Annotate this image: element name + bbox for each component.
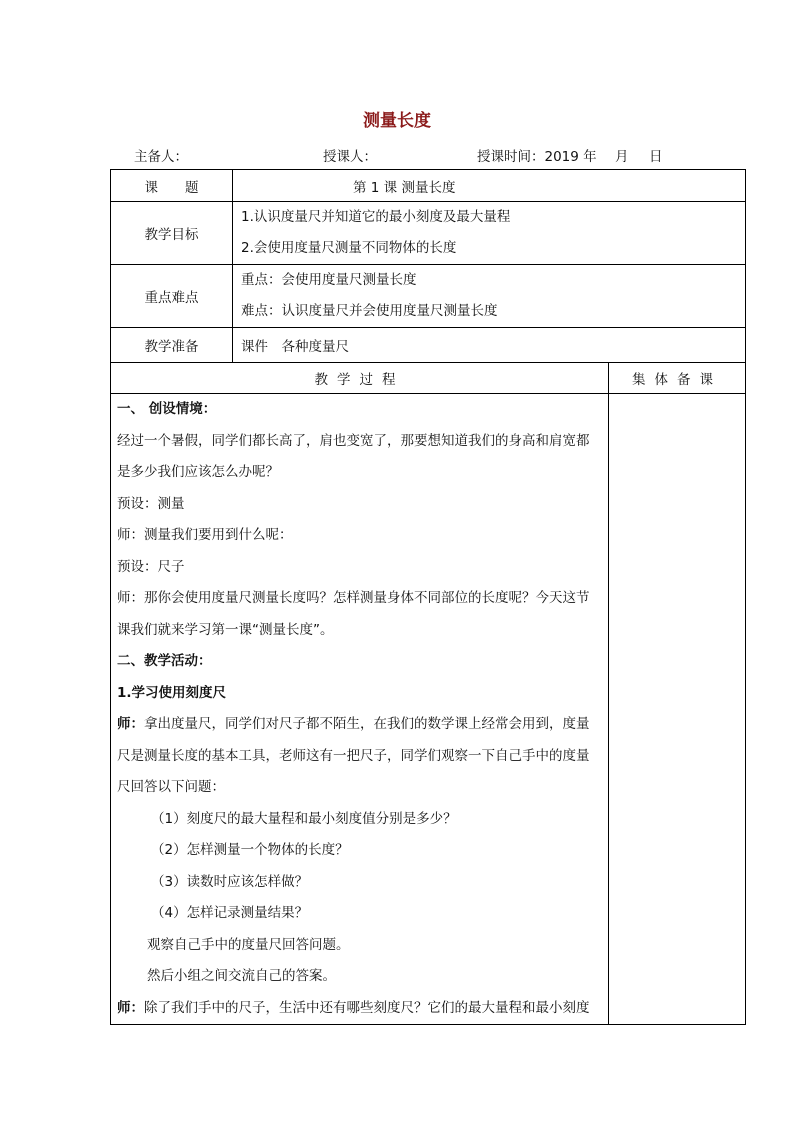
section-heading: 一、 创设情境： (117, 401, 217, 417)
question-item: （3）读数时应该怎样做？ (151, 873, 309, 890)
lesson-plan-table (110, 169, 746, 1025)
paragraph-line (117, 993, 604, 1025)
topic-value: 第 1 课 测量长度 (233, 170, 746, 202)
paragraph-line: 经过一个暑假，同学们都长高了，肩也变宽了，那要想知道我们的身高和肩宽都 (117, 432, 590, 449)
paragraph-line: 然后小组之间交流自己的答案。 (147, 968, 336, 984)
keypoints-cell (233, 265, 746, 328)
day-label: 日 (649, 149, 663, 165)
keypoints-row (111, 265, 746, 328)
objective-item: 2.会使用度量尺测量不同物体的长度 (241, 240, 457, 256)
process-header: 教学过程 (111, 363, 609, 394)
paragraph-line (117, 709, 604, 741)
objectives-row (111, 202, 746, 265)
document-title: 测量长度 (363, 111, 431, 131)
paragraph-line: 师：那你会使用度量尺测量长度吗？怎样测量身体不同部位的长度呢？今天这节 (117, 590, 590, 606)
section-heading: 二、教学活动： (117, 653, 212, 669)
teacher-label: 授课人： (323, 149, 377, 165)
teacher-prefix: 师： (117, 716, 144, 732)
paragraph-line: 观察自己手中的度量尺回答问题。 (147, 936, 350, 953)
subsection-heading: 1.学习使用刻度尺 (117, 684, 227, 701)
objectives-cell (233, 202, 746, 265)
objective-item: 1.认识度量尺并知道它的最小刻度及最大量程 (241, 209, 511, 225)
prep-label: 教学准备 (111, 328, 233, 363)
lesson-time-label: 授课时间：2019 年 (477, 149, 597, 165)
objectives-label: 教学目标 (111, 202, 233, 265)
paragraph-line: 尺是测量长度的基本工具，老师这有一把尺子，同学们观察一下自己手中的度量 (117, 747, 590, 764)
keypoints-label: 重点难点 (111, 265, 233, 328)
prep-value: 课件 各种度量尺 (233, 328, 746, 363)
paragraph-line: 预设：测量 (117, 495, 185, 512)
process-body-row (111, 394, 746, 1025)
paragraph-line: 尺回答以下问题： (117, 779, 225, 795)
prep-row (111, 328, 746, 363)
month-label: 月 (615, 149, 629, 165)
keypoint-item: 重点：会使用度量尺测量长度 (241, 272, 417, 288)
paragraph-line: 课我们就来学习第一课“测量长度”。 (117, 621, 334, 638)
question-item: （1）刻度尺的最大量程和最小刻度值分别是多少？ (151, 810, 457, 827)
topic-row (111, 170, 746, 202)
process-header-row (111, 363, 746, 394)
paragraph-text: 拿出度量尺，同学们对尺子都不陌生，在我们的数学课上经常会用到，度量 (144, 716, 590, 732)
collective-body (609, 394, 746, 1025)
collective-header: 集体备课 (609, 363, 746, 394)
paragraph-line: 师：测量我们要用到什么呢： (117, 527, 293, 543)
topic-label: 课 题 (111, 170, 233, 202)
paragraph-line: 是多少我们应该怎么办呢？ (117, 464, 279, 480)
paragraph-line: 预设：尺子 (117, 558, 185, 575)
question-item: （4）怎样记录测量结果？ (151, 905, 309, 921)
process-body (111, 394, 609, 1025)
keypoint-item: 难点：认识度量尺并会使用度量尺测量长度 (241, 303, 498, 319)
question-item: （2）怎样测量一个物体的长度？ (151, 842, 349, 858)
paragraph-text: 除了我们手中的尺子，生活中还有哪些刻度尺？它们的最大量程和最小刻度 (144, 999, 590, 1016)
preparer-label: 主备人： (134, 149, 188, 165)
teacher-prefix: 师： (117, 999, 144, 1016)
